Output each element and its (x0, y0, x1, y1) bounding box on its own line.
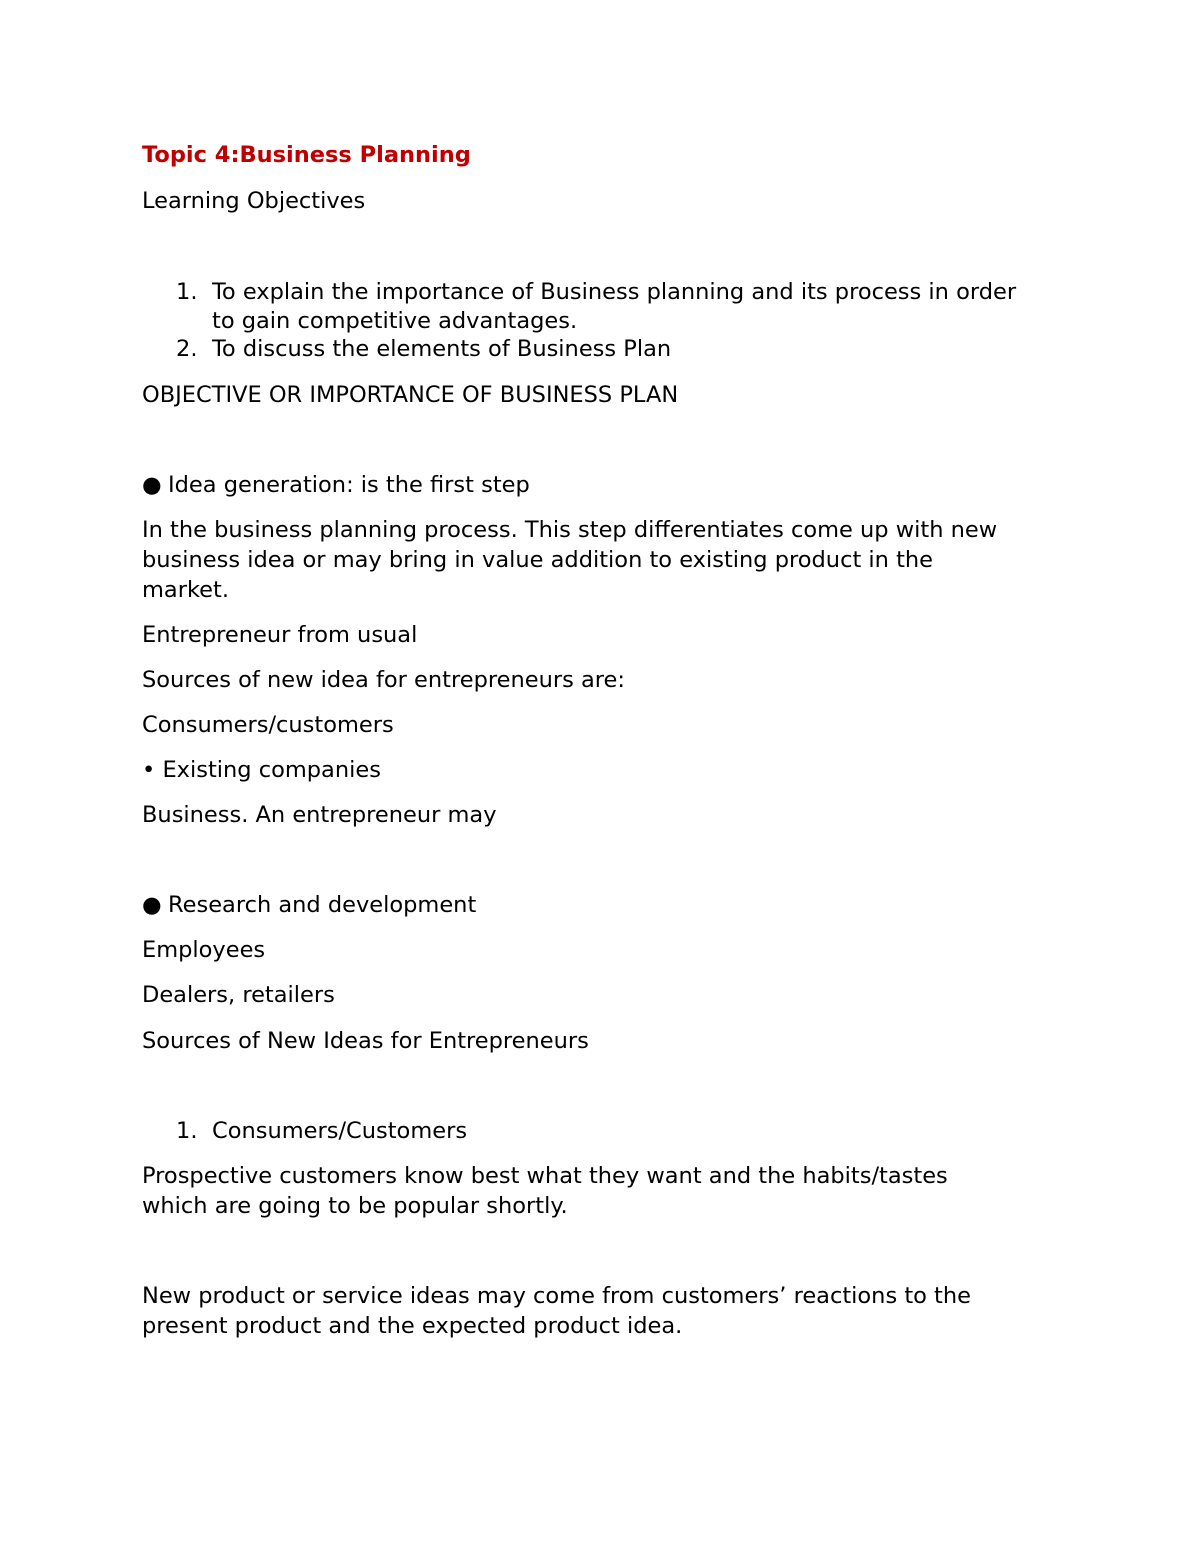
bullet-item-existing-companies (142, 755, 381, 785)
bullet-text: Research and development (168, 892, 477, 918)
text-line: Employees (142, 937, 266, 963)
bullet-text: Existing companies (162, 757, 381, 783)
paragraph-line: which are going to be popular shortly. (142, 1193, 568, 1219)
bullet-icon: ● (142, 472, 162, 498)
paragraph-line: In the business planning process. This step differentiates come up with new (142, 517, 998, 543)
learning-objectives-label: Learning Objectives (142, 188, 366, 214)
bullet-item-research (142, 890, 476, 920)
document-title: Topic 4:Business Planning (142, 142, 471, 168)
list-item-number: 2. (176, 336, 198, 362)
paragraph-line: present product and the expected product idea. (142, 1313, 683, 1339)
text-line: Business. An entrepreneur may (142, 802, 497, 828)
paragraph-line: business idea or may bring in value addition to existing product in the (142, 547, 934, 573)
text-line: Sources of new idea for entrepreneurs are: (142, 667, 625, 693)
list-item-number: 1. (176, 1118, 198, 1144)
bullet-text: Idea generation: is the first step (168, 472, 530, 498)
paragraph-line: market. (142, 577, 230, 603)
list-item-text: Consumers/Customers (212, 1118, 468, 1144)
text-line: Entrepreneur from usual (142, 622, 418, 648)
text-line: Dealers, retailers (142, 982, 335, 1008)
list-item-text: To explain the importance of Business planning and its process in order (212, 279, 1017, 305)
text-line: Sources of New Ideas for Entrepreneurs (142, 1028, 589, 1054)
bullet-icon: ● (142, 892, 162, 918)
paragraph-line: New product or service ideas may come from customers’ reactions to the (142, 1283, 971, 1309)
bullet-item-idea-generation (142, 470, 530, 500)
list-item-number: 1. (176, 279, 198, 305)
bullet-icon: • (142, 757, 156, 783)
text-line: Consumers/customers (142, 712, 394, 738)
section-heading: OBJECTIVE OR IMPORTANCE OF BUSINESS PLAN (142, 382, 679, 408)
paragraph-line: Prospective customers know best what they want and the habits/tastes (142, 1163, 948, 1189)
list-item-text: To discuss the elements of Business Plan (212, 336, 672, 362)
list-item-text: to gain competitive advantages. (212, 308, 578, 334)
